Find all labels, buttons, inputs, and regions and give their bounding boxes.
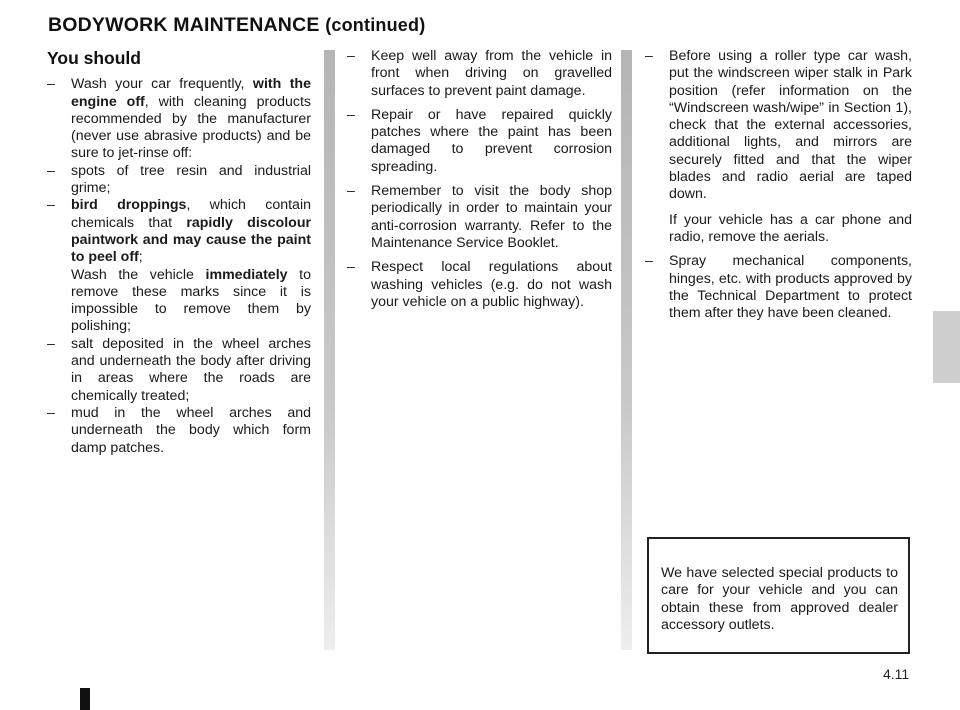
- column-divider: [621, 50, 632, 650]
- column-divider: [324, 50, 335, 650]
- sub-item-text: , which contain chemicals that: [71, 197, 311, 231]
- note-text: We have selected special products to care for your vehicle and you can obtain these from approved dealer accessory outlets.: [661, 565, 898, 633]
- page-title: [48, 14, 425, 37]
- column-right: [645, 48, 912, 329]
- sub-list: [47, 163, 311, 457]
- info-note-box: [647, 537, 910, 654]
- column-left: [47, 48, 311, 464]
- sub-item-bird-droppings: [47, 197, 311, 335]
- bullet-dash: –: [347, 106, 355, 123]
- item-text: Keep well away from the vehicle in front when driving on gravelled surfaces to prevent paint damage.: [371, 48, 612, 99]
- bullet-dash: –: [47, 335, 55, 352]
- sub-item-bold-text: bird droppings: [71, 197, 187, 214]
- bullet-dash: –: [645, 48, 653, 64]
- bullet-dash: –: [645, 253, 653, 270]
- sub-item-mud: [47, 405, 311, 457]
- sub-item-tree-resin: [47, 163, 311, 198]
- item-text: Spray mechanical components, hinges, etc. with products approved by the Technical Department to protect them after they have been cleaned.: [669, 253, 912, 322]
- bullet-dash: –: [347, 259, 355, 276]
- sub-item-salt: [47, 336, 311, 405]
- item-text: Respect local regulations about washing vehicles (e.g. do not wash your vehicle on a public highway).: [371, 259, 612, 310]
- item-text: Repair or have repaired quickly patches where the paint has been damaged to prevent corrosion spreading.: [371, 106, 612, 175]
- bullet-dash: –: [47, 76, 55, 93]
- list-item: [347, 183, 612, 252]
- sub-item-text: spots of tree resin and industrial grime;: [71, 162, 311, 197]
- item-text: Before using a roller type car wash, put the windscreen wiper stalk in Park position (refer information on the “Windscreen wash/wipe” in Section 1), check that the external accessories, additional lights, and mirrors are securely fitted and that the wiper blades and radio aerial are taped down.: [669, 48, 912, 203]
- list-item: [347, 48, 612, 100]
- bullet-dash: –: [47, 197, 55, 214]
- bullet-dash: –: [47, 404, 55, 421]
- sub-item-text: mud in the wheel arches and underneath the body which form damp patches.: [71, 404, 311, 456]
- page-number: 4.11: [883, 666, 910, 682]
- list-item: [347, 107, 612, 176]
- list-item-wash: [47, 76, 311, 457]
- sub-item-bold-text: immediately: [205, 266, 288, 283]
- bullet-dash: –: [347, 183, 355, 200]
- page-title-main: BODYWORK MAINTENANCE: [48, 14, 320, 36]
- column-middle: [347, 48, 612, 318]
- corner-mark: [80, 688, 90, 710]
- item-bold-text: with the engine off: [71, 76, 311, 110]
- item-text: Wash your car frequently,: [71, 76, 253, 93]
- sub-item-text: to remove these marks since it is impossible to remove them by polishing;: [71, 266, 311, 335]
- list-item-spray-components: [645, 253, 912, 322]
- sub-item-text: ;: [138, 249, 143, 266]
- page-title-continued: (continued): [325, 15, 426, 35]
- list-item-roller-car-wash: [645, 48, 912, 246]
- section-heading: You should: [47, 48, 141, 68]
- bullet-dash: –: [47, 162, 55, 179]
- bullet-dash: –: [347, 48, 355, 64]
- sub-item-text: salt deposited in the wheel arches and underneath the body after driving in areas where the roads are chemically treated;: [71, 335, 311, 404]
- item-text: Remember to visit the body shop periodically in order to maintain your anti-corrosion warranty. Refer to the Maintenance Service Booklet.: [371, 183, 612, 251]
- chapter-side-tab: [933, 311, 960, 383]
- sub-item-bold-text: rapidly discolour paintwork and may cause the paint to peel off: [71, 214, 312, 266]
- list-item: [347, 259, 612, 311]
- sub-item-text: Wash the vehicle: [71, 266, 206, 283]
- item-text: , with cleaning products recommended by the manufacturer (never use abrasive products) and be sure to jet-rinse off:: [71, 93, 312, 162]
- item-paragraph: If your vehicle has a car phone and radio, remove the aerials.: [669, 211, 912, 245]
